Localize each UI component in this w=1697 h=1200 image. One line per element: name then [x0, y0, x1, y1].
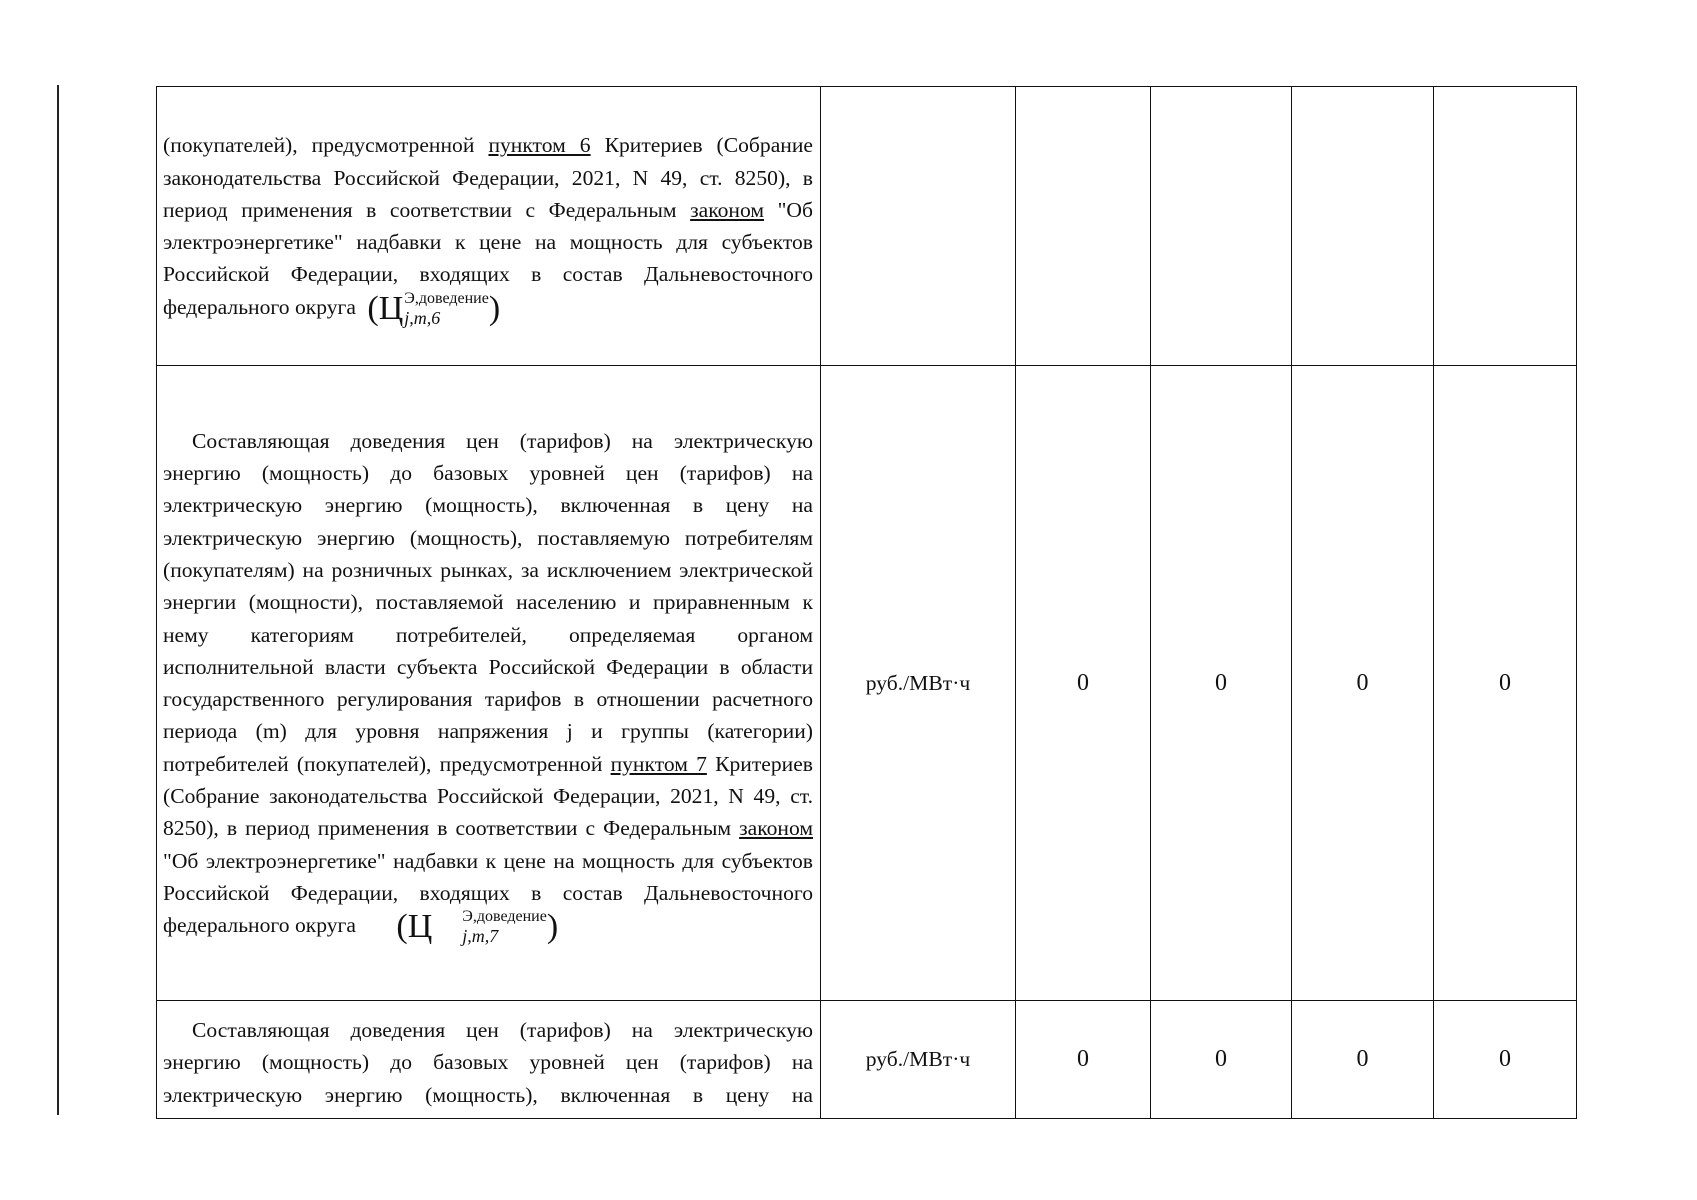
formula-subscript: j,m,6 — [404, 307, 441, 328]
value-cell — [1151, 87, 1292, 366]
page-margin-line — [57, 85, 59, 1115]
unit-cell: руб./МВт·ч — [821, 1001, 1016, 1119]
formula-symbol: Ц — [407, 908, 433, 946]
description-fragment: "Об электроэнергетике" надбавки к цене на мощность для субъектов Российской Федерации, входящих в состав Дальневосточного федерального — [163, 848, 813, 938]
description-cell — [157, 87, 821, 366]
criteria-point-link[interactable]: пунктом 6 — [488, 133, 591, 158]
unit-cell — [821, 87, 1016, 366]
value-cell — [1016, 87, 1151, 366]
value-cell: 0 — [1151, 1001, 1292, 1119]
value-cell: 0 — [1151, 366, 1292, 1001]
table-row — [157, 87, 1577, 366]
table-row — [157, 366, 1577, 1001]
price-formula: (Ц Э,доведение j,m,7 ) — [396, 908, 559, 947]
value-cell: 0 — [1434, 366, 1577, 1001]
description-text: Составляющая доведения цен (тарифов) на электрическую энергию (мощность) до базовых уровней цен (тарифов) на электрическую энергию (мощность), включенная в цену на — [163, 1018, 813, 1107]
table-row — [157, 1001, 1577, 1119]
price-formula: (Ц Э,доведение j,m,6 ) — [367, 289, 501, 328]
formula-symbol: Ц — [378, 289, 404, 327]
description-cell — [157, 366, 821, 1001]
value-cell: 0 — [1016, 366, 1151, 1001]
description-fragment: (покупателей), предусмотренной — [163, 133, 475, 158]
value-cell: 0 — [1292, 366, 1434, 1001]
criteria-point-link[interactable]: пунктом 7 — [610, 751, 707, 776]
value-cell — [1292, 87, 1434, 366]
formula-subscript: j,m,7 — [462, 926, 499, 947]
description-fragment: Составляющая доведения цен (тарифов) на электрическую энергию (мощность) до базовых уровней цен (тарифов) на электрическую энергию (мощность), включенная в цену на электрическую энергию (мощность), поставляемую потребителям (покупателям) на розничных рынках, за исключением электрической энергии (мощности), поставляемой населению и приравненным к нему категориям потребителей, определяемая органом исполнительной власти субъекта Российской Федерации в области государственного регулирования тарифов в отношении расчетного периода (m) для уровня напряжения j и группы (категории) потребителей (покупателей), предусмотренной — [163, 428, 813, 776]
value-cell: 0 — [1016, 1001, 1151, 1119]
unit-cell: руб./МВт·ч — [821, 366, 1016, 1001]
description-cell — [157, 1001, 821, 1119]
value-cell — [1434, 87, 1577, 366]
value-cell: 0 — [1434, 1001, 1577, 1119]
description-fragment: "Об электроэнергетике" надбавки к цене на мощность для субъектов Российской Федерации, входящих в состав Дальневосточного федерального — [163, 197, 813, 319]
description-fragment: Критериев (Собрание законодательства Российской Федерации, 2021, N 49, ст. 8250), в период применения в соответствии с Федеральным — [163, 133, 813, 222]
value-cell: 0 — [1292, 1001, 1434, 1119]
description-fragment: Критериев (Собрание законодательства Российской Федерации, 2021, N 49, ст. 8250), в период применения в соответствии с Федеральным — [163, 751, 813, 841]
description-fragment: округа — [294, 913, 356, 938]
formula-superscript: Э,доведение — [462, 908, 547, 926]
formula-superscript: Э,доведение — [404, 289, 489, 307]
description-text — [163, 129, 813, 327]
law-link[interactable]: законом — [739, 816, 813, 841]
tariff-table — [156, 86, 1577, 1119]
description-fragment: округа — [294, 294, 356, 319]
law-link[interactable]: законом — [690, 197, 765, 222]
description-text — [163, 425, 813, 946]
